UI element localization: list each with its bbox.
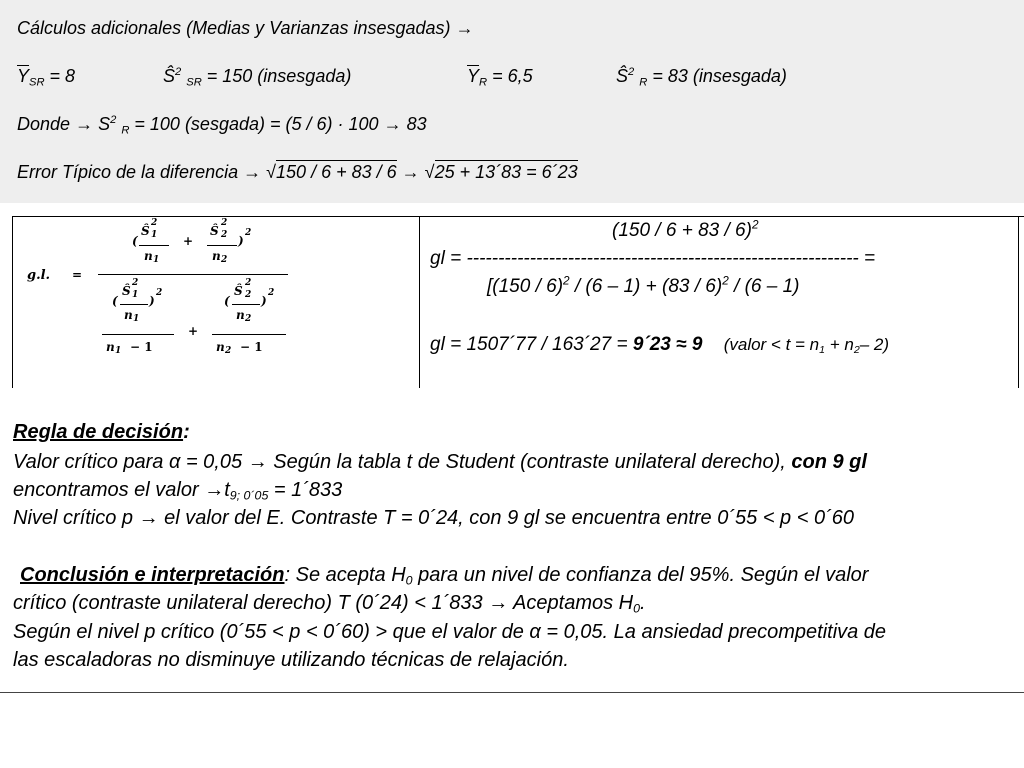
- bottom-divider: [0, 692, 1024, 693]
- conclusion-line-4: las escaladoras no disminuye utilizando técnicas de relajación.: [13, 649, 569, 671]
- mean-r: $\overline{Y}_R = 6,5$: [467, 66, 533, 89]
- standard-error-line: Error Típico de la diferencia → √150 / 6 + 83 / 6 → √25 + 13´83 = 6´23: [17, 162, 578, 182]
- calculations-heading: Cálculos adicionales (Medias y Varianzas insesgadas) →: [17, 18, 474, 38]
- gl-numerator: $(150 / 6 + 83 / 6)^2$: [612, 218, 759, 241]
- arrow-icon: →: [383, 114, 402, 134]
- decision-line-1: Valor crítico para α = 0,05 → Según la tabla t de Student (contraste unilateral derecho), con 9 gl: [13, 451, 867, 473]
- arrow-icon: →: [138, 507, 159, 529]
- arrow-icon: →: [75, 114, 94, 134]
- variance-r: $Ŝ^2$ $_R$ = 83 (insesgada): [616, 65, 787, 89]
- decision-line-2: encontramos el valor $\to t_{9; 0´05}$ = 1´833: [13, 479, 343, 503]
- calculations-panel: [0, 0, 1024, 203]
- sqrt-icon: √: [424, 162, 435, 182]
- biased-variance-line: Donde → $S^2$ $_R$ = 100 (sesgada) = (5 / 6) · 100 → 83: [17, 113, 427, 137]
- mean-sr: $\overline{Y}_{SR} = 8$: [17, 66, 76, 89]
- gl-denominator: [(150 / 6)$^2$ / (6 – 1) + (83 / 6)$^2$ / (6 – 1): [487, 274, 800, 297]
- arrow-icon: →: [488, 592, 509, 614]
- table-top-border: [12, 216, 1024, 217]
- sqrt-icon: √: [266, 162, 277, 182]
- decision-line-3: Nivel crítico p → el valor del E. Contraste T = 0´24, con 9 gl se encuentra entre 0´55 < p < 0´60: [13, 507, 855, 529]
- conclusion-line-3: Según el nivel p crítico (0´55 < p < 0´60) > que el valor de α = 0,05. La ansiedad precompetitiva de: [13, 621, 887, 643]
- table-right-border: [1018, 216, 1019, 388]
- arrow-icon: →: [401, 162, 420, 182]
- formula-table: g.l. = ( Ŝ 2 1 n 1 + Ŝ 2 2 n 2 ) 2 ( Ŝ 2 1 n 1 ) 2 n 1 − 1 + ( Ŝ 2 2 n 2 ) 2 n 2 − 1 $(150 / 6 + 83 / 6)^2$ gl = -------------------------------------------------------------- = [(150 / 6)$^2$ / (6 – 1) + (83 / 6)$^2$ / (6 – 1) gl = 1507´77 / 163´27 = 9´23 ≈ 9 (valor < $t = n_1 + n_2-$ 2): [0, 216, 1024, 388]
- arrow-icon: →: [247, 451, 268, 473]
- conclusion-line-2: crítico (contraste unilateral derecho) T (0´24) < 1´833 → Aceptamos $H_0$.: [13, 592, 646, 616]
- conclusion-line-1: Conclusión e interpretación: Se acepta $H_0$ para un nivel de confianza del 95%. Según el valor: [20, 564, 869, 588]
- variance-sr: $Ŝ^2$ $_{SR}$ = 150 (insesgada): [163, 65, 352, 89]
- table-divider: [419, 216, 420, 388]
- decision-rule-title: Regla de decisión:: [13, 421, 190, 443]
- table-left-border: [12, 216, 13, 388]
- gl-fraction-line: gl = -------------------------------------------------------------- =: [430, 248, 876, 269]
- arrow-icon: →: [455, 18, 474, 38]
- arrow-icon: →: [243, 162, 262, 182]
- gl-result: gl = 1507´77 / 163´27 = 9´23 ≈ 9 (valor < $t = n_1 + n_2-$ 2): [430, 334, 889, 357]
- arrow-icon: →: [204, 479, 225, 501]
